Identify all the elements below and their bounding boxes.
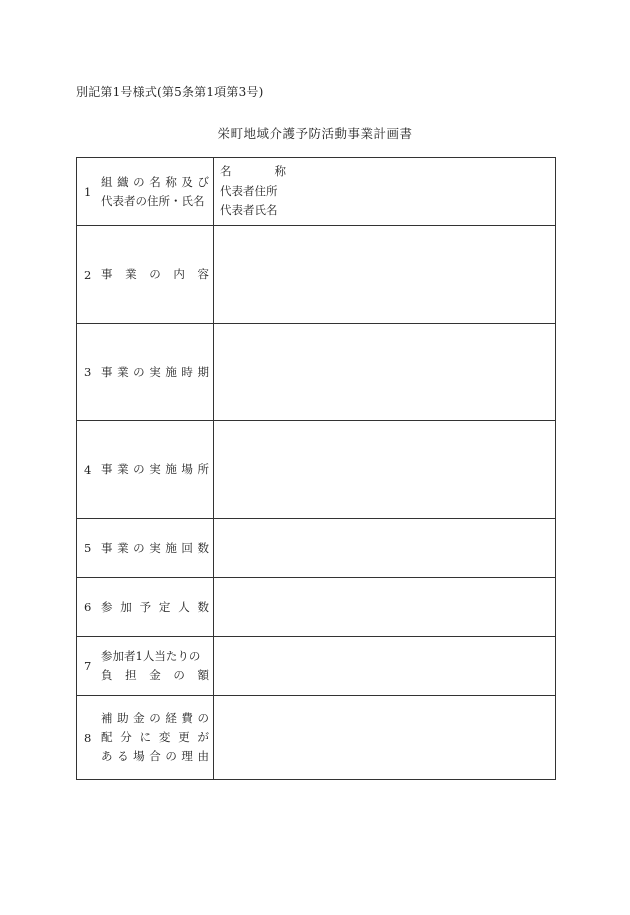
implementation-period-cell[interactable]: [214, 324, 556, 421]
table-row: [77, 578, 556, 637]
document-title: 栄町地域介護予防活動事業計画書: [217, 126, 413, 141]
row-number: 2: [84, 267, 92, 282]
row-label-cell: [77, 158, 214, 226]
form-reference: 別記第1号様式(第5条第1項第3号): [76, 85, 264, 99]
row-label-line: 事 業 の 内 容: [101, 267, 209, 281]
row-label-line: 補 助 金 の 経 費 の: [101, 711, 209, 725]
row-number: 3: [84, 365, 92, 379]
row-label-cell: [77, 696, 214, 780]
table-row: [77, 226, 556, 324]
participant-count-cell[interactable]: [214, 578, 556, 637]
row-label-cell: [77, 578, 214, 637]
row-label-cell: [77, 324, 214, 421]
table-row: [77, 696, 556, 780]
row-label-line: 事 業 の 実 施 場 所: [101, 462, 209, 476]
row-label-line: 負 担 金 の 額: [101, 668, 209, 682]
table-row: [77, 421, 556, 519]
table-row: [77, 158, 556, 226]
row-label-line: 事 業 の 実 施 時 期: [101, 364, 209, 379]
table-row: [77, 637, 556, 696]
representative-name-label: 代表者氏名: [220, 203, 278, 217]
row-label-cell: [77, 637, 214, 696]
row-label-cell: [77, 519, 214, 578]
allocation-change-reason-cell[interactable]: [214, 696, 556, 780]
representative-address-label: 代表者住所: [220, 183, 278, 198]
row-number: 8: [84, 730, 92, 745]
row-label-line: 配 分 に 変 更 が: [101, 730, 209, 744]
row-label-line: 参加者1人当たりの: [101, 649, 201, 663]
table-row: [77, 324, 556, 421]
row-number: 1: [84, 184, 92, 199]
row-number: 7: [84, 659, 92, 673]
table-row: [77, 519, 556, 578]
implementation-count-cell[interactable]: [214, 519, 556, 578]
row-number: 6: [84, 600, 92, 614]
row-label-line: あ る 場 合 の 理 由: [101, 749, 209, 763]
row-label-line: 事 業 の 実 施 回 数: [101, 540, 209, 555]
row-label-line: 代表者の住所・氏名: [101, 193, 205, 208]
organization-info-cell[interactable]: [214, 158, 556, 226]
cost-per-participant-cell[interactable]: [214, 637, 556, 696]
row-number: 4: [84, 462, 92, 477]
row-label-cell: [77, 226, 214, 324]
implementation-place-cell[interactable]: [214, 421, 556, 519]
row-number: 5: [84, 541, 92, 555]
organization-name-label: 名 称: [220, 164, 286, 178]
row-label-line: 組 織 の 名 称 及 び: [101, 174, 209, 189]
plan-table: [76, 157, 556, 780]
row-label-cell: [77, 421, 214, 519]
business-content-cell[interactable]: [214, 226, 556, 324]
row-label-line: 参 加 予 定 人 数: [101, 599, 209, 614]
